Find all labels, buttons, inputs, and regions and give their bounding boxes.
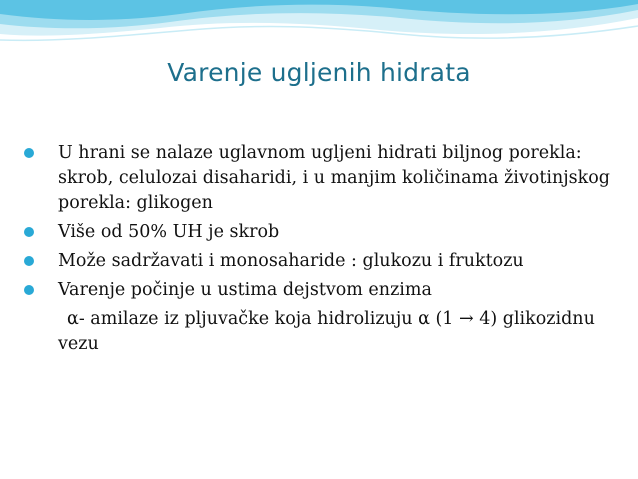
bullet-dot-icon <box>24 285 34 295</box>
bullet-text: U hrani se nalaze uglavnom ugljeni hidrati biljnog porekla: skrob, celulozai disaharidi, i u manjim količinama životinjskog porekla: glikogen <box>58 143 610 213</box>
slide-title: Varenje ugljenih hidrata <box>167 58 471 87</box>
bullet-item <box>24 278 624 303</box>
bullet-continuation: α- amilaze iz pljuvačke koja hidrolizuju α (1 → 4) glikozidnu vezu <box>58 309 595 354</box>
bullet-item <box>24 249 624 274</box>
bullet-item <box>24 141 624 216</box>
header-wave-decoration <box>0 0 638 60</box>
bullet-item <box>24 220 624 245</box>
bullet-dot-icon <box>24 227 34 237</box>
bullet-dot-icon <box>24 256 34 266</box>
bullet-text: Varenje počinje u ustima dejstvom enzima <box>58 280 432 300</box>
bullet-text: Više od 50% UH je skrob <box>58 222 280 242</box>
bullet-text: Može sadržavati i monosaharide : glukozu i fruktozu <box>58 251 524 271</box>
bullet-list <box>24 141 624 357</box>
bullet-dot-icon <box>24 148 34 158</box>
